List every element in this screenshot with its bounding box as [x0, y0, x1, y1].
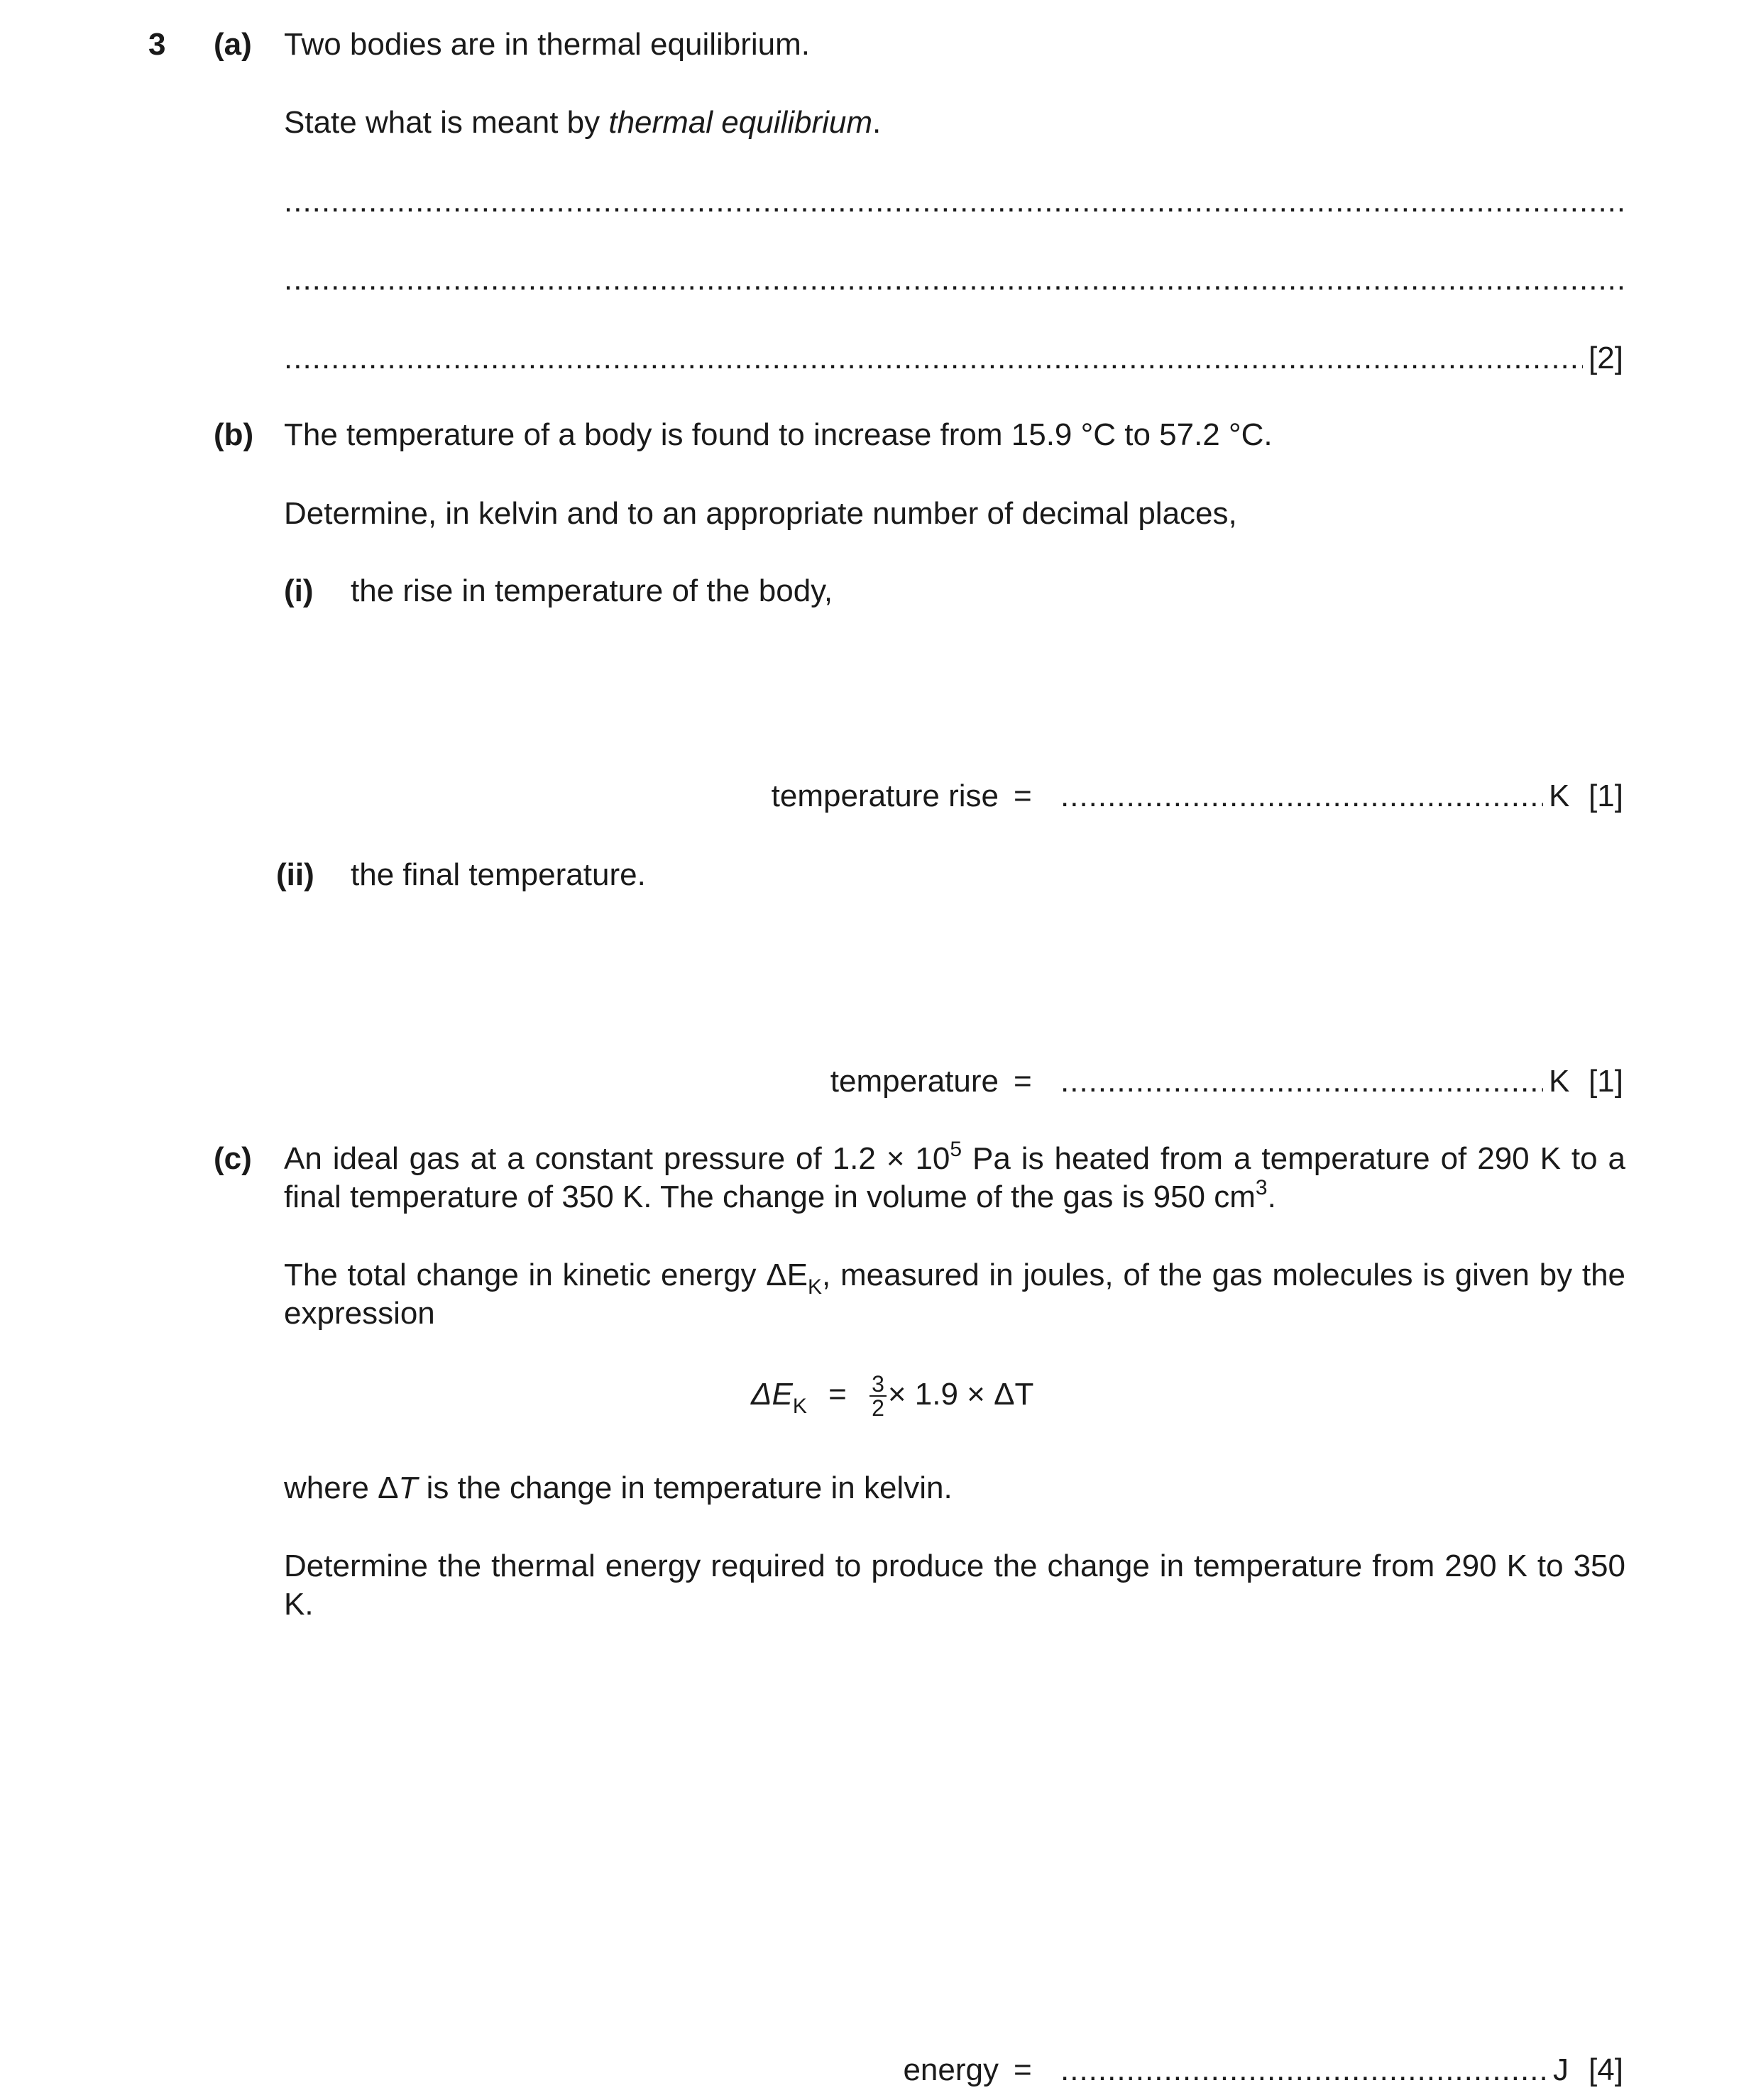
part-c-equals: =	[1014, 2052, 1032, 2087]
part-c-text-1c: .	[1267, 1180, 1276, 1214]
equation-lhs: ΔE	[751, 1377, 793, 1412]
part-b-stem: The temperature of a body is found to increase from 15.9 °C to 57.2 °C.	[284, 417, 1273, 452]
part-c-marks: [4]	[1589, 2052, 1623, 2087]
part-c-where-b: is the change in temperature in kelvin.	[417, 1470, 953, 1505]
part-b-label: (b)	[214, 417, 254, 452]
equation-equals: =	[828, 1377, 847, 1412]
part-c-unit: J	[1553, 2052, 1569, 2087]
part-a-stem: Two bodies are in thermal equilibrium.	[284, 27, 811, 62]
part-a-prompt-suffix: .	[872, 105, 882, 140]
part-b-ii-text: the final temperature.	[351, 857, 646, 892]
fraction-denominator: 2	[872, 1395, 884, 1422]
part-b-i-label: (i)	[284, 573, 314, 608]
part-c-exponent-2: 3	[1255, 1176, 1268, 1199]
part-b-i-equals: =	[1014, 779, 1032, 813]
answer-line-a-2[interactable]	[284, 260, 1625, 299]
part-c-text-1b: Pa is heated from a temperature of 290 K to a final temperature of 350 K. The change in volume of the gas is 950 cm	[284, 1141, 1625, 1214]
part-b-ii-equals: =	[1014, 1064, 1032, 1099]
part-c-text-1a: An ideal gas at a constant pressure of 1.2 × 10	[284, 1141, 950, 1176]
answer-line-a-1[interactable]	[284, 182, 1625, 221]
fraction-numerator: 3	[869, 1373, 887, 1397]
part-b-i-unit: K	[1549, 779, 1570, 813]
equation-rhs: × 1.9 × ΔT	[887, 1377, 1034, 1412]
part-c-answer-label: energy	[903, 2052, 999, 2087]
part-c-text-2b: , measured in joules, of the gas molecules is given by the expression	[284, 1258, 1626, 1331]
part-c-paragraph-2	[284, 1256, 1625, 1333]
equation-lhs-subscript: K	[792, 1395, 807, 1418]
three-halves-fraction	[869, 1371, 887, 1422]
part-c-label: (c)	[214, 1141, 252, 1176]
part-b-ii-marks: [1]	[1589, 1064, 1623, 1099]
part-c-exponent-1: 5	[950, 1138, 962, 1161]
part-a-prompt-prefix: State what is meant by	[284, 105, 609, 140]
part-b-i-marks: [1]	[1589, 779, 1623, 813]
part-b-ii-answer-line[interactable]	[1060, 1062, 1543, 1101]
part-b-ii-label: (ii)	[276, 857, 314, 892]
part-c-where-a: where Δ	[284, 1470, 399, 1505]
part-a-prompt-term: thermal equilibrium	[608, 105, 873, 140]
part-c-where-T: T	[398, 1470, 418, 1505]
part-b-ii-answer-label: temperature	[830, 1064, 999, 1099]
answer-line-a-3[interactable]	[284, 339, 1583, 378]
part-a-label: (a)	[214, 27, 252, 62]
part-c-task: Determine the thermal energy required to produce the change in temperature from 290 K to 350 K.	[284, 1549, 1625, 1622]
part-c-where	[284, 1469, 953, 1507]
part-c-text-2a: The total change in kinetic energy ΔE	[284, 1258, 808, 1292]
part-c-paragraph-1	[284, 1140, 1625, 1216]
part-b-instruction: Determine, in kelvin and to an appropriate number of decimal places,	[284, 496, 1237, 531]
question-number: 3	[148, 27, 166, 62]
part-a-marks: [2]	[1589, 341, 1623, 375]
part-b-ii-unit: K	[1549, 1064, 1570, 1099]
part-b-i-answer-line[interactable]	[1060, 777, 1543, 815]
part-b-i-answer-label: temperature rise	[771, 779, 999, 813]
part-a-prompt	[284, 104, 881, 142]
kinetic-energy-equation	[751, 1370, 1034, 1422]
part-b-i-text: the rise in temperature of the body,	[351, 573, 833, 608]
part-c-subscript-k: K	[808, 1275, 823, 1299]
part-c-answer-line[interactable]	[1060, 2051, 1550, 2089]
